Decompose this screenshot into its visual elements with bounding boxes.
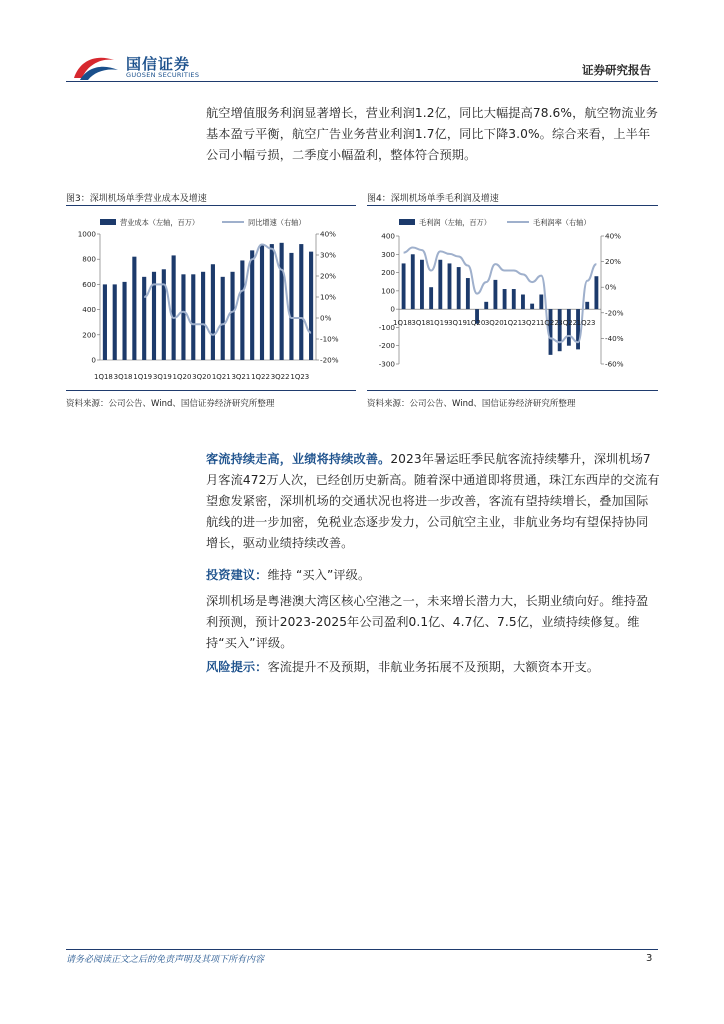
report-type: 证券研究报告 — [582, 63, 651, 77]
x-tick-label: 1Q23 — [576, 319, 596, 328]
x-tick-label: 1Q19 — [133, 373, 153, 381]
bar — [289, 253, 293, 360]
bar — [103, 284, 107, 360]
bar — [260, 244, 264, 360]
paragraph-text: 客流提升不及预期，非航业务拓展不及预期，大额资本开支。 — [267, 660, 600, 674]
x-tick-label: 3Q18 — [113, 373, 133, 381]
bar — [512, 289, 516, 309]
paragraph-lead: 客流持续走高，业绩将持续改善。 — [206, 452, 391, 466]
x-tick-label: 3Q22 — [270, 373, 290, 381]
y-tick-label-right: -20% — [605, 308, 624, 318]
chart-gross-profit — [367, 210, 658, 386]
x-tick-label: 3Q20 — [484, 319, 504, 328]
bar — [191, 274, 195, 360]
figure-4-title: 图4：深圳机场单季毛利润及增速 — [367, 194, 499, 204]
paragraph-risk — [206, 657, 660, 678]
bar — [521, 295, 525, 310]
y-tick-label-left: -200 — [378, 341, 395, 351]
figure-4-top-rule — [367, 205, 658, 206]
paragraph-lead: 投资建议： — [206, 568, 268, 582]
y-tick-label-right: -40% — [605, 333, 624, 343]
legend-label: 同比增速（右轴） — [248, 218, 306, 227]
y-tick-label-left: 400 — [82, 305, 96, 315]
y-tick-label-right: 0% — [605, 282, 617, 292]
y-tick-label-left: 0 — [390, 304, 395, 314]
x-tick-label: 3Q21 — [231, 373, 251, 381]
bar — [142, 277, 146, 360]
page-number: 3 — [646, 953, 653, 964]
y-tick-label-right: -10% — [320, 334, 339, 344]
brand-name-cn: 国信证券 — [126, 55, 191, 73]
x-tick-label: 1Q21 — [211, 373, 231, 381]
x-tick-label: 1Q20 — [172, 373, 192, 381]
x-tick-label: 3Q21 — [521, 319, 541, 328]
bar — [122, 282, 126, 360]
brand-name-en: GUOSEN SECURITIES — [126, 71, 200, 79]
paragraph-lead: 风险提示： — [206, 660, 268, 674]
bar — [132, 257, 136, 360]
x-tick-label: 3Q19 — [448, 319, 467, 328]
y-tick-label-right: 20% — [320, 271, 336, 281]
bar — [503, 289, 507, 309]
bar — [594, 276, 598, 309]
x-tick-label: 1Q19 — [429, 319, 449, 328]
bar — [240, 260, 244, 360]
bar — [585, 302, 589, 309]
y-tick-label-left: -300 — [378, 359, 395, 369]
bar — [162, 269, 166, 360]
legend-label: 营业成本（左轴，百万） — [120, 218, 200, 227]
y-tick-label-left: 200 — [381, 268, 395, 278]
figure-3-bottom-rule — [66, 390, 356, 391]
bar — [539, 295, 543, 310]
bar — [530, 304, 534, 309]
y-tick-label-left: -100 — [378, 322, 395, 332]
bar — [448, 263, 452, 309]
paragraph-service-profit — [206, 103, 660, 166]
bar — [457, 267, 461, 309]
paragraph-forecast — [206, 591, 660, 654]
figure-4-bottom-rule — [367, 390, 658, 391]
footer-disclaimer: 请务必阅读正文之后的免责声明及其项下所有内容 — [66, 955, 265, 965]
bar — [484, 302, 488, 309]
x-tick-label: 3Q19 — [152, 373, 172, 381]
bar — [558, 309, 562, 351]
bar — [299, 244, 303, 360]
y-tick-label-left: 1000 — [77, 229, 96, 239]
paragraph-outlook — [206, 449, 660, 554]
x-tick-label: 1Q22 — [251, 373, 270, 381]
header-divider — [66, 81, 658, 82]
paragraph-text: 维持 “买入”评级。 — [267, 568, 371, 582]
bar — [411, 254, 415, 309]
bar — [221, 277, 225, 360]
y-tick-label-right: 20% — [605, 257, 621, 267]
legend-label: 毛利润（左轴，百万） — [419, 218, 491, 227]
x-tick-label: 1Q20 — [466, 319, 486, 328]
y-tick-label-right: 40% — [605, 231, 621, 241]
y-tick-label-left: 600 — [82, 279, 96, 289]
y-tick-label-left: 400 — [381, 231, 395, 241]
bar — [113, 284, 117, 360]
bar — [567, 309, 571, 346]
x-tick-label: 1Q18 — [94, 373, 113, 381]
bar — [250, 250, 254, 360]
figure-4-source: 资料来源：公司公告、Wind、国信证券经济研究所整理 — [367, 399, 576, 409]
y-tick-label-left: 0 — [91, 355, 96, 365]
y-tick-label-right: -60% — [605, 359, 624, 369]
y-tick-label-right: 0% — [320, 313, 332, 323]
guosen-logo-icon — [70, 52, 122, 84]
y-tick-label-right: -20% — [320, 355, 339, 365]
bar — [230, 272, 234, 360]
legend-label: 毛利润率（右轴） — [533, 218, 591, 227]
y-tick-label-left: 300 — [381, 249, 395, 259]
legend-bar-swatch — [399, 219, 415, 225]
chart-operating-cost — [66, 210, 356, 386]
figure-3-title: 图3：深圳机场单季营业成本及增速 — [66, 194, 207, 204]
bar — [429, 287, 433, 309]
bar — [172, 255, 176, 360]
y-tick-label-right: 10% — [320, 292, 336, 302]
x-tick-label: 1Q23 — [290, 373, 310, 381]
y-tick-label-right: 30% — [320, 250, 336, 260]
paragraph-text: 2023年暑运旺季民航客流持续攀升，深圳机场7月客流472万人次，已经创历史新高。随着深中通道即将贯通，珠江东西岸的交流有望愈发紧密，深圳机场的交通状况也将进一步改善，客流有望持续增长，叠加国际航线的进一步加密，免税业态逐步发力，公司航空主业，非航业务均有望保持协同增长，驱动业绩持续改善。 — [206, 452, 660, 550]
x-tick-label: 1Q22 — [539, 319, 559, 328]
bar — [309, 252, 313, 360]
footer-divider — [66, 949, 658, 950]
x-tick-label: 1Q18 — [393, 319, 412, 328]
x-tick-label: 3Q22 — [558, 319, 578, 328]
x-tick-label: 3Q20 — [192, 373, 212, 381]
bar — [466, 278, 470, 309]
bar — [270, 244, 274, 360]
bar — [402, 263, 406, 309]
figure-3-top-rule — [66, 205, 356, 206]
legend-bar-swatch — [100, 219, 116, 225]
y-tick-label-left: 200 — [82, 330, 96, 340]
paragraph-investment-advice — [206, 565, 660, 586]
bar — [420, 260, 424, 309]
bar — [438, 260, 442, 309]
y-tick-label-right: 40% — [320, 229, 336, 239]
x-tick-label: 1Q21 — [503, 319, 523, 328]
bar — [493, 280, 497, 309]
bar — [576, 309, 580, 349]
bar — [280, 243, 284, 360]
paragraph-text: 航空增值服务利润显著增长，营业利润1.2亿，同比大幅提高78.6%，航空物流业务基本盈亏平衡，航空广告业务营业利润1.7亿，同比下降3.0%。综合来看，上半年公司小幅亏损，二季度小幅盈利，整体符合预期。 — [206, 106, 659, 162]
paragraph-text: 深圳机场是粤港澳大湾区核心空港之一，未来增长潜力大，长期业绩向好。维持盈利预测，预计2023-2025年公司盈利0.1亿、4.7亿、7.5亿，业绩持续修复。维持“买入”评级。 — [206, 594, 649, 650]
y-tick-label-left: 100 — [381, 286, 395, 296]
figure-3-source: 资料来源：公司公告、Wind、国信证券经济研究所整理 — [66, 399, 275, 409]
y-tick-label-left: 800 — [82, 254, 96, 264]
bar — [211, 264, 215, 360]
bar — [181, 274, 185, 360]
line-series — [144, 245, 311, 335]
bar — [201, 272, 205, 360]
x-tick-label: 3Q18 — [411, 319, 431, 328]
